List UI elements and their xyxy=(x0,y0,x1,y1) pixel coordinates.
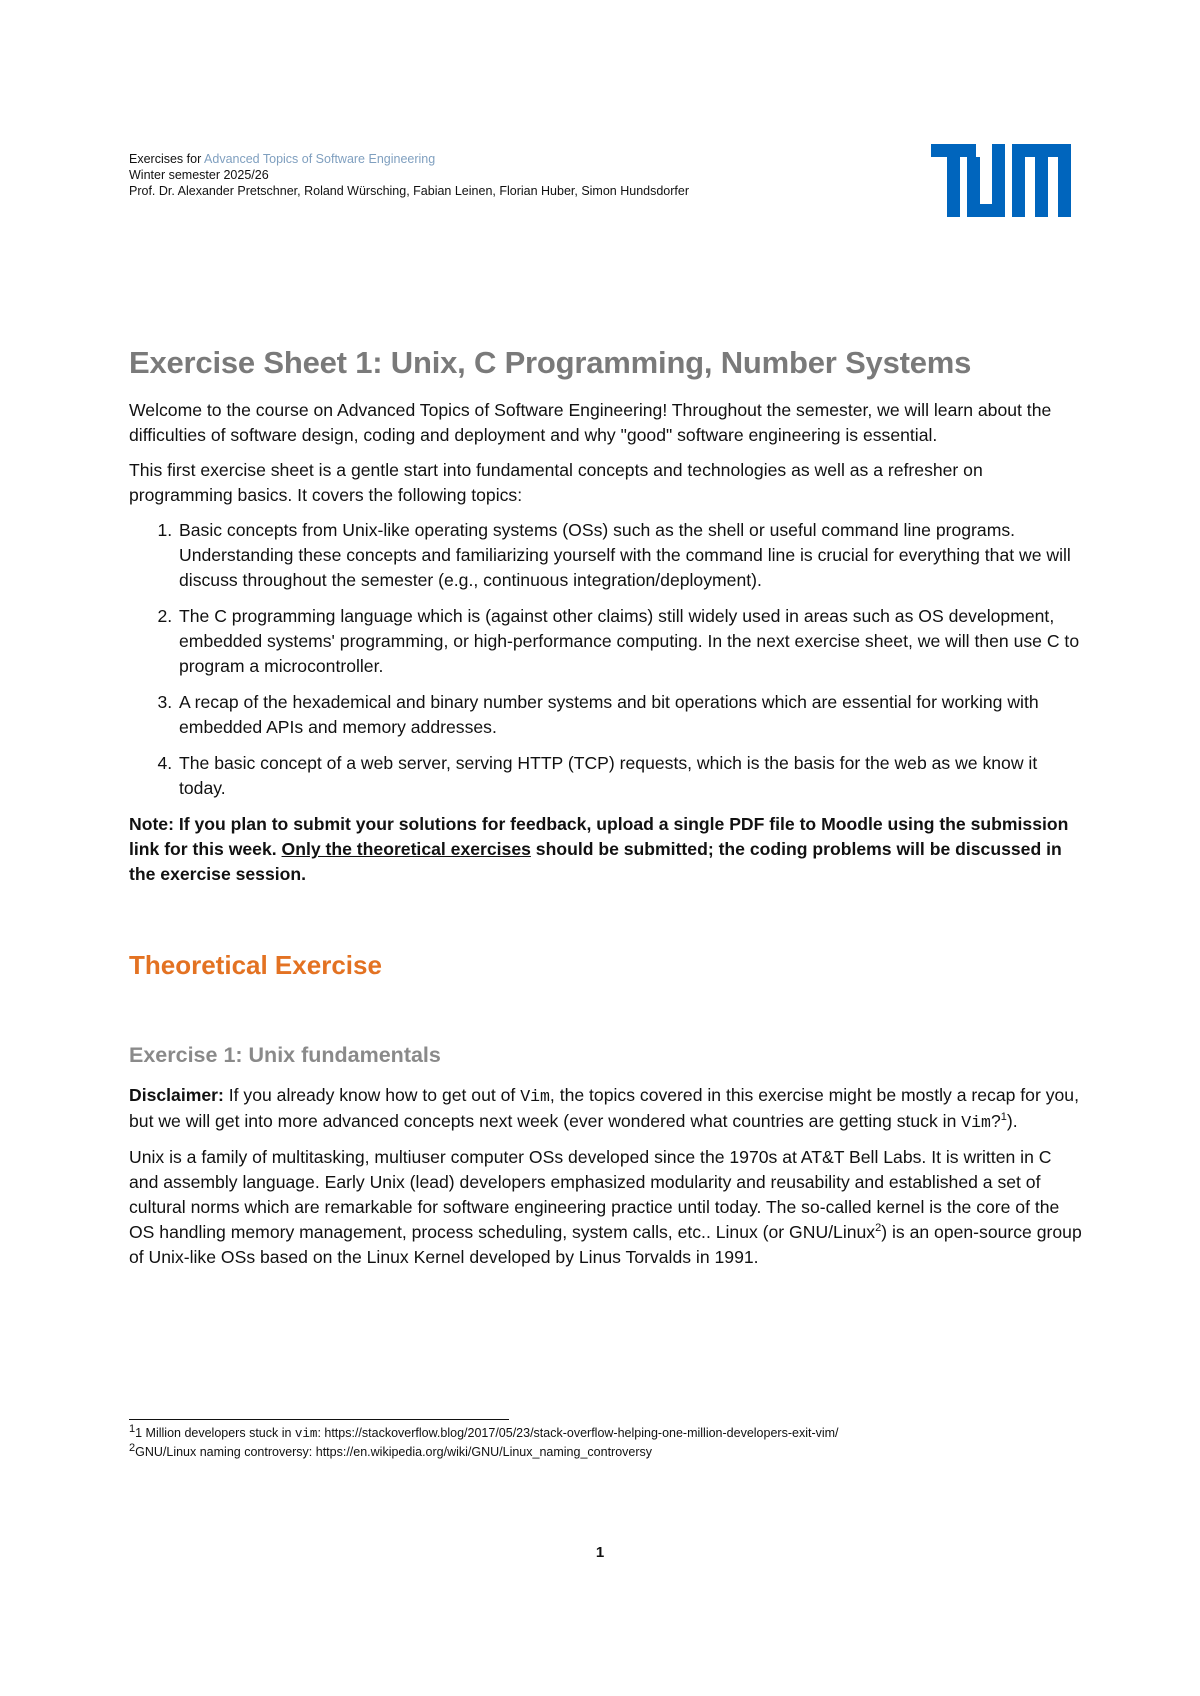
footnote-divider xyxy=(129,1419,509,1420)
footnote-mark: 2 xyxy=(129,1441,136,1454)
header-semester: Winter semester 2025/26 xyxy=(129,168,269,182)
header-course-name: Advanced Topics of Software Engineering xyxy=(204,152,436,166)
unix-paragraph xyxy=(129,1145,1084,1270)
page-number: 1 xyxy=(595,1544,605,1561)
topics-list xyxy=(129,518,1084,801)
note-part-1: Note: If you plan to submit your solutions for feedback, upload a single PDF file to Moodle using the submission link for this week. xyxy=(129,814,1069,859)
footnote-1 xyxy=(129,1424,1084,1443)
note-part-2: should be submitted; the coding problems will be discussed in the exercise session. xyxy=(129,839,1062,884)
header-authors: Prof. Dr. Alexander Pretschner, Roland Würsching, Fabian Leinen, Florian Huber, Simon Hundsdorfer xyxy=(129,184,690,198)
list-item: 3. A recap of the hexademical and binary number systems and bit operations which are essential for working with embedded APIs and memory addresses. xyxy=(177,690,1084,740)
footnote-text: 1 Million developers stuck in xyxy=(135,1426,295,1440)
tum-logo xyxy=(931,144,1071,217)
disclaimer-text: ? xyxy=(990,1111,1001,1131)
intro-paragraph-2: This first exercise sheet is a gentle start into fundamental concepts and technologies as well as a refresher on programming basics. It covers the following topics: xyxy=(129,460,983,505)
submission-note xyxy=(129,812,1084,887)
vim-code: vim xyxy=(294,1427,318,1441)
footnote-link[interactable]: : https://stackoverflow.blog/2017/05/23/stack-overflow-helping-one-million-developers-exit-vim/ xyxy=(317,1426,839,1440)
disclaimer-paragraph xyxy=(129,1083,1084,1135)
footnote-mark: 1 xyxy=(129,1422,136,1435)
list-item: 2. The C programming language which is (against other claims) still widely used in areas such as OS development, embedded systems' programming, or high-performance computing. In the next exercise sheet, we will then use C to program a microcontroller. xyxy=(177,604,1084,679)
footnote-2 xyxy=(129,1443,1084,1461)
document-header xyxy=(129,151,689,199)
header-prefix: Exercises for xyxy=(129,152,205,166)
unix-text: ) is an open-source group of Unix-like OSs based on the Linux Kernel developed by Linus Torvalds in 1991. xyxy=(129,1222,1082,1267)
header-course-line xyxy=(129,151,689,167)
disclaimer-text: If you already know how to get out of xyxy=(223,1085,521,1105)
footnote-ref[interactable]: 1 xyxy=(1000,1111,1007,1124)
unix-text: Unix is a family of multitasking, multiuser computer OSs developed since the 1970s at AT&T Bell Labs. It is written in C and assembly language. Early Unix (lead) developers emphasized modularity and reusability and established a set of cultural norms which are remarkable for software engineering practice until today. The so-called kernel is the core of the OS handling memory management, process scheduling, system calls, etc.. Linux (or GNU/Linux xyxy=(129,1147,1060,1242)
disclaimer-label: Disclaimer: xyxy=(129,1085,224,1105)
exercise-1-title: Exercise 1: Unix fundamentals xyxy=(129,1043,441,1067)
list-item: 1. Basic concepts from Unix-like operating systems (OSs) such as the shell or useful command line programs. Understanding these concepts and familiarizing yourself with the command line is crucial for everything that we will discuss throughout the semester (e.g., continuous integration/deployment). xyxy=(177,518,1084,593)
main-content xyxy=(129,344,1084,1280)
intro-paragraph-1: Welcome to the course on Advanced Topics of Software Engineering! Throughout the semester, we will learn about the difficulties of software design, coding and deployment and why "good" software engineering is essential. xyxy=(129,400,1052,445)
disclaimer-text: ). xyxy=(1006,1111,1018,1131)
disclaimer-text: , the topics covered in this exercise might be mostly a recap for you, but we will get into more advanced concepts next week (ever wondered what countries are getting stuck in xyxy=(129,1085,1079,1131)
sheet-title: Exercise Sheet 1: Unix, C Programming, Number Systems xyxy=(129,345,972,380)
vim-code: Vim xyxy=(961,1113,991,1132)
section-title: Theoretical Exercise xyxy=(129,950,382,980)
footnote-link[interactable]: GNU/Linux naming controversy: https://en.wikipedia.org/wiki/GNU/Linux_naming_controversy xyxy=(135,1445,653,1459)
footnote-ref[interactable]: 2 xyxy=(875,1222,882,1235)
footnotes xyxy=(129,1419,1084,1461)
vim-code: Vim xyxy=(520,1087,550,1106)
list-item: 4. The basic concept of a web server, serving HTTP (TCP) requests, which is the basis for the web as we know it today. xyxy=(177,751,1084,801)
note-underlined: Only the theoretical exercises xyxy=(281,839,531,859)
